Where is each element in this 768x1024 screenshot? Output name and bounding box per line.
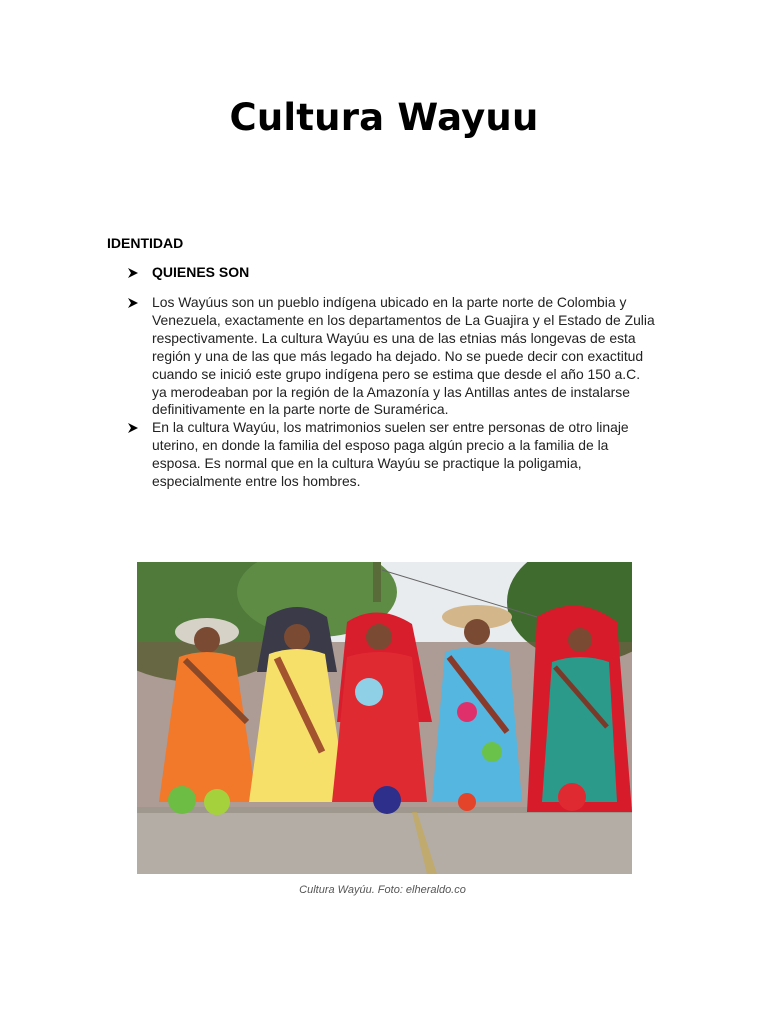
subheading-list (127, 264, 657, 282)
arrowhead-bullet-icon (127, 267, 139, 279)
list-item (127, 264, 657, 282)
subheading-text: QUIENES SON (152, 264, 250, 280)
document-title: Cultura Wayuu (229, 96, 539, 139)
paragraph-list (127, 294, 657, 491)
wayuu-photo (137, 562, 632, 874)
arrowhead-bullet-icon (127, 422, 139, 434)
photo-illustration (137, 562, 632, 874)
paragraph-text: En la cultura Wayúu, los matrimonios suelen ser entre personas de otro linaje uterino, en donde la familia del esposo paga algún precio a la familia de la esposa. Es normal que en la cultura Wayúu se practique la poligamia, especialmente entre los hombres. (152, 419, 629, 490)
section-heading: IDENTIDAD (107, 235, 184, 251)
list-item (127, 294, 657, 419)
list-item (127, 419, 657, 491)
paragraph-text: Los Wayúus son un pueblo indígena ubicado en la parte norte de Colombia y Venezuela, exactamente en los departamentos de La Guajira y el Estado de Zulia respectivamente. La cultura Wayúu es una de las etnias más longevas de esta región y una de las que más legado ha dejado. No se puede decir con exactitud cuando se inició este grupo indígena pero se estima que desde el año 150 a.C. ya merodeaban por la región de la Amazonía y las Antillas antes de instalarse definitivamente en la parte norte de Suramérica. (152, 294, 655, 418)
photo-caption: Cultura Wayúu. Foto: elheraldo.co (299, 884, 466, 896)
arrowhead-bullet-icon (127, 297, 139, 309)
